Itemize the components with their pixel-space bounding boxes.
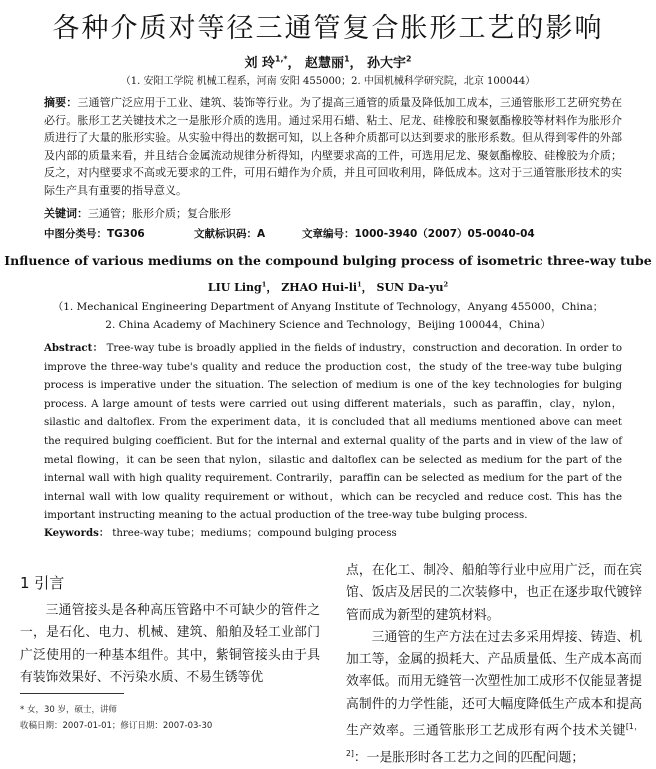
footnote-divider	[20, 693, 124, 694]
affiliation: （1. 安阳工学院 机械工程系，河南 安阳 455000；2. 中国机械科学研究院，北京 100044）	[120, 76, 536, 87]
author-mark: 1	[344, 54, 350, 64]
english-title: Influence of various mediums on the compound bulging process of isometric three-way tube	[4, 253, 652, 268]
author-mark: 1	[357, 280, 362, 289]
author-list: 刘 玲$^{1,*}$， 赵慧丽$^1$， 孙大宇$^2$	[244, 54, 412, 71]
author-name: 刘 玲	[244, 56, 276, 71]
chinese-keywords	[44, 205, 622, 221]
author-name: ZHAO Hui-li	[281, 281, 358, 294]
keywords-text: three-way tube；mediums；compound bulging process	[112, 528, 397, 539]
english-author-list: LIU Ling$^1$， ZHAO Hui-$li^1$， SUN $Da-yu^2$	[207, 280, 449, 294]
english-abstract	[44, 339, 622, 526]
author-mark: 2	[443, 280, 449, 289]
chinese-abstract	[44, 94, 622, 199]
author-mark: 1,*	[275, 54, 288, 64]
paper-title: 各种介质对等径三通管复合胀形工艺的影响	[52, 13, 604, 44]
body-column-right	[346, 560, 642, 769]
article-number: 文章编号：1000-3940（2007）05-0040-04	[302, 228, 535, 240]
classification-number: 中图分类号：TG306	[44, 228, 145, 240]
body-paragraph: 点，在化工、制冷、船舶等行业中应用广泛，而在宾馆、饭店及居民的二次装修中，也正在逐步取代镀锌管而成为新型的建筑材料。	[346, 563, 642, 623]
author-mark: 2	[406, 54, 412, 64]
english-affiliation-2: 2. China Academy of Machinery Science and Technology，Beijing 100044，China）	[105, 319, 551, 331]
body-paragraph-left: 三通管接头是各种高压管路中不可缺少的管件之一，是石化、电力、机械、建筑、船舶及轻工业部门广泛使用的一种基本组件。其中，紫铜管接头由于具有装饰效果好、不污染水质、不易生锈等优	[20, 603, 320, 685]
citation: [1，2]	[346, 722, 643, 758]
keywords-label: 关键词：	[44, 207, 88, 220]
document-code: 文献标识码：A	[194, 228, 266, 240]
abstract-label: Abstract：	[44, 342, 104, 354]
body-paragraph: 三通管的生产方法在过去多采用焊接、铸造、机加工等，金属的损耗大、产品质量低、生产成本高而效率低。而用无缝管一次塑性加工成形不仅能显著提高制件的力学性能，还可大幅度降低生产成本和提高生产效率。三通管胀形工艺成形有两个技术关键[1，2]：一是胀形时各工艺力之间的匹配问题；	[346, 629, 643, 765]
date-footnote: 收稿日期：2007-01-01；修订日期：2007-03-30	[20, 721, 213, 731]
author-name: 孙大宇	[367, 56, 407, 71]
keywords-label: Keywords：	[44, 527, 110, 539]
section-heading: 1 引言	[20, 574, 65, 592]
author-name: SUN Da-yu	[376, 281, 444, 294]
english-affiliation-1: （1. Mechanical Engineering Department of Anyang Institute of Technology，Anyang 455000，China；	[52, 301, 604, 313]
author-name: 赵慧丽	[305, 56, 345, 71]
english-keywords	[44, 524, 622, 539]
abstract-text: 三通管广泛应用于工业、建筑、装饰等行业。为了提高三通管的质量及降低加工成本，三通管胀形工艺研究势在必行。胀形工艺关键技术之一是胀形介质的选用。通过采用石蜡、粘土、尼龙、硅橡胶和聚氨酯橡胶等材料作为胀形介质进行了大量的胀形实验。从实验中得出的数据可知，以上各种介质都可以达到要求的胀形系数。但从得到零件的外部及内部的质量来看，并且结合金属流动规律分析得知，内壁要求高的工件，可选用尼龙、聚氨酯橡胶、硅橡胶为介质；反之，对内壁要求不高或无要求的工件，可用石蜡作为介质，并且可回收利用，降低成本。这对于三通管胀形技术的实际生产具有重要的指导意义。	[44, 96, 623, 197]
keywords-text: 三通管；胀形介质；复合胀形	[88, 207, 231, 220]
author-name: LIU Ling	[207, 281, 262, 294]
abstract-label: 摘要：	[44, 96, 78, 109]
author-footnote: * 女，30 岁，硕士，讲师	[20, 705, 117, 715]
author-mark: 1	[261, 280, 267, 289]
abstract-text: Tree-way tube is broadly applied in the fields of industry，construction and decoration. In order to improve the three-way tube's quality and reduce the production cost，the study of the tree-way tube bulging process is imperative under the situation. The selection of medium is one of the key technologies for bulging process. A large amount of tests were carried out using different materials，such as paraffin，clay，nylon，silastic and daltoflex. From the experiment data，it is concluded that all mediums mentioned above can meet the required bulging coefficient. But for the internal and external quality of the parts and in view of the law of metal flowing，it can be seen that nylon，silastic and daltoflex can be selected as medium for the part of the internal wall with high quality requirement. Contrarily，paraffin can be selected as medium for the part of the internal wall with low quality requirement or without，which can be recycled and reduce cost. This has the important instructing meaning to the actual production of the tree-way tube bulging process.	[44, 343, 622, 522]
